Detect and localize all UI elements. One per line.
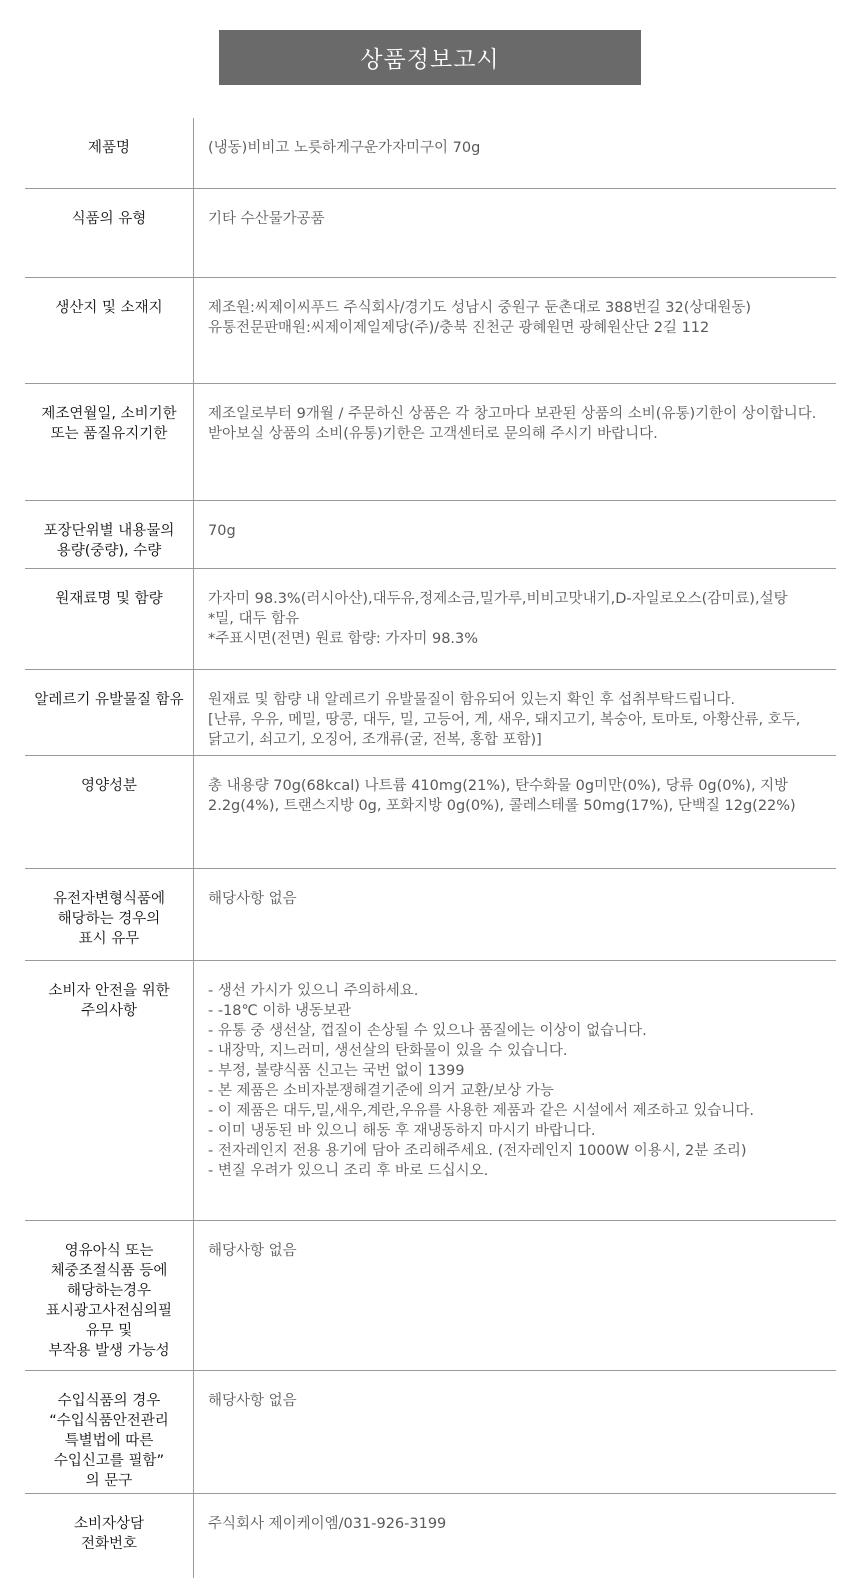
row-label: 원재료명 및 함량 [25, 569, 194, 669]
info-row [25, 961, 836, 1221]
row-value [194, 670, 836, 755]
info-row [25, 1221, 836, 1371]
info-row [25, 278, 836, 384]
value-line: - 변질 우려가 있으니 조리 후 바로 드십시오. [208, 1163, 489, 1179]
row-value [194, 1371, 836, 1493]
value-line: 2.2g(4%), 트랜스지방 0g, 포화지방 0g(0%), 콜레스테롤 50mg(17%), 단백질 12g(22%) [208, 798, 796, 814]
row-value [194, 384, 836, 500]
info-row [25, 1371, 836, 1494]
value-line: 해당사항 없음 [208, 1243, 297, 1259]
info-row [25, 118, 836, 189]
value-line: 원재료 및 함량 내 알레르기 유발물질이 함유되어 있는지 확인 후 섭취부탁드립니다. [208, 692, 735, 708]
row-label: 소비자 안전을 위한 주의사항 [25, 961, 194, 1220]
value-line: 제조일로부터 9개월 / 주문하신 상품은 각 창고마다 보관된 상품의 소비(유통)기한이 상이합니다. [208, 406, 817, 422]
info-row [25, 1494, 836, 1578]
value-line: (냉동)비비고 노릇하게구운가자미구이 70g [208, 140, 481, 156]
row-value [194, 869, 836, 960]
row-label: 수입식품의 경우 “수입식품안전관리 특별법에 따른 수입신고를 필함” 의 문구 [25, 1371, 194, 1493]
info-row [25, 384, 836, 501]
value-line: 가자미 98.3%(러시아산),대두유,정제소금,밀가루,비비고맛내기,D-자일로오스(감미료),설탕 [208, 591, 788, 607]
info-row [25, 501, 836, 569]
row-label: 영유아식 또는 체중조절식품 등에 해당하는경우 표시광고사전심의필 유무 및 부작용 발생 가능성 [25, 1221, 194, 1370]
value-line: 유통전문판매원:씨제이제일제당(주)/충북 진천군 광혜원면 광혜원산단 2길 112 [208, 320, 710, 336]
info-row [25, 756, 836, 869]
value-line: 총 내용량 70g(68kcal) 나트륨 410mg(21%), 탄수화물 0g미만(0%), 당류 0g(0%), 지방 [208, 778, 789, 794]
row-value [194, 189, 836, 277]
value-line: 해당사항 없음 [208, 1393, 297, 1409]
row-value [194, 756, 836, 868]
row-value [194, 1221, 836, 1370]
row-value [194, 118, 836, 188]
row-value [194, 961, 836, 1220]
value-line: 받아보실 상품의 소비(유통)기한은 고객센터로 문의해 주시기 바랍니다. [208, 426, 658, 442]
row-label: 포장단위별 내용물의 용량(중량), 수량 [25, 501, 194, 568]
value-line: 해당사항 없음 [208, 891, 297, 907]
value-line: *주표시면(전면) 원료 함량: 가자미 98.3% [208, 631, 479, 647]
value-line: 70g [208, 523, 236, 539]
info-row [25, 189, 836, 278]
row-label: 영양성분 [25, 756, 194, 868]
value-line: - 부정, 불량식품 신고는 국번 없이 1399 [208, 1063, 465, 1079]
row-value [194, 569, 836, 669]
row-label: 생산지 및 소재지 [25, 278, 194, 383]
row-label: 제조연월일, 소비기한 또는 품질유지기한 [25, 384, 194, 500]
value-line: 제조원:씨제이씨푸드 주식회사/경기도 성남시 중원구 둔촌대로 388번길 32(상대원동) [208, 300, 752, 316]
value-line: - 전자레인지 전용 용기에 담아 조리해주세요. (전자레인지 1000W 이용시, 2분 조리) [208, 1143, 747, 1159]
row-label: 식품의 유형 [25, 189, 194, 277]
value-line: - 유통 중 생선살, 껍질이 손상될 수 있으나 품질에는 이상이 없습니다. [208, 1023, 647, 1039]
value-line: - 이 제품은 대두,밀,새우,계란,우유를 사용한 제품과 같은 시설에서 제조하고 있습니다. [208, 1103, 754, 1119]
row-label: 제품명 [25, 118, 194, 188]
info-row [25, 869, 836, 961]
page-title: 상품정보고시 [219, 30, 641, 85]
row-label: 소비자상담 전화번호 [25, 1494, 194, 1578]
value-line: [난류, 우유, 메밀, 땅콩, 대두, 밀, 고등어, 게, 새우, 돼지고기, 복숭아, 토마토, 아황산류, 호두, [208, 712, 801, 728]
row-value [194, 501, 836, 568]
row-label: 유전자변형식품에 해당하는 경우의 표시 유무 [25, 869, 194, 960]
row-value [194, 278, 836, 383]
product-info-table [25, 118, 836, 1578]
value-line: 닭고기, 쇠고기, 오징어, 조개류(굴, 전복, 홍합 포함)] [208, 732, 542, 748]
value-line: - 이미 냉동된 바 있으니 해동 후 재냉동하지 마시기 바랍니다. [208, 1123, 596, 1139]
value-line: 주식회사 제이케이엠/031-926-3199 [208, 1516, 447, 1532]
row-label: 알레르기 유발물질 함유 [25, 670, 194, 755]
value-line: - 본 제품은 소비자분쟁해결기준에 의거 교환/보상 가능 [208, 1083, 554, 1099]
value-line: - 생선 가시가 있으니 주의하세요. [208, 983, 419, 999]
value-line: *밀, 대두 함유 [208, 611, 300, 627]
value-line: 기타 수산물가공품 [208, 211, 325, 227]
value-line: - -18℃ 이하 냉동보관 [208, 1003, 352, 1019]
row-value [194, 1494, 836, 1578]
value-line: - 내장막, 지느러미, 생선살의 탄화물이 있을 수 있습니다. [208, 1043, 568, 1059]
info-row [25, 569, 836, 670]
info-row [25, 670, 836, 756]
